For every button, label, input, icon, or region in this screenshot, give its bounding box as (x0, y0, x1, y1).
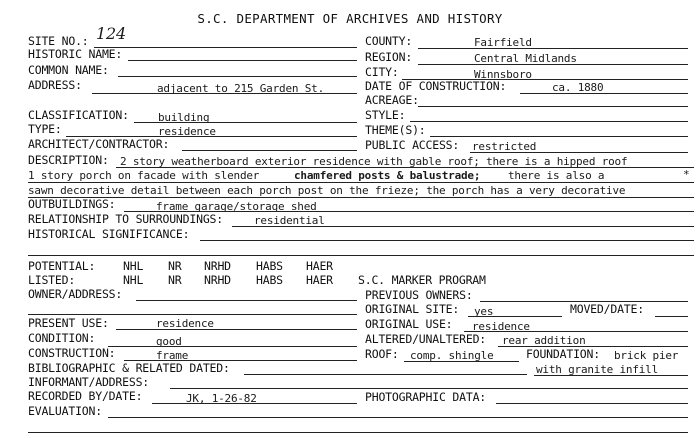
county-line (418, 48, 688, 49)
classification-label: CLASSIFICATION: (28, 108, 129, 122)
recorded-by-line (152, 403, 357, 404)
type-value: residence (158, 125, 216, 138)
historic-name-line (128, 60, 357, 61)
condition-label: CONDITION: (28, 331, 96, 345)
county-label: COUNTY: (365, 34, 413, 48)
moved-date-label: MOVED/DATE: (570, 302, 644, 316)
previous-owners-label: PREVIOUS OWNERS: (365, 288, 473, 302)
foundation-value-2: with granite infill (536, 363, 659, 376)
common-name-label: COMMON NAME: (28, 63, 109, 77)
date-of-construction-value: ca. 1880 (552, 81, 604, 94)
acreage-label: ACREAGE: (365, 93, 419, 107)
bibliographic-line (244, 374, 527, 375)
themes-label: THEME(S): (365, 123, 426, 137)
style-label: STYLE: (365, 108, 406, 122)
architect-line (182, 150, 357, 151)
recorded-by-value: JK, 1-26-82 (186, 392, 257, 405)
evaluation-line (108, 417, 688, 418)
historical-significance-label: HISTORICAL SIGNIFICANCE: (28, 227, 190, 241)
county-value: Fairfield (474, 36, 532, 49)
region-line (418, 64, 688, 65)
common-name-line (118, 76, 357, 77)
outbuildings-value: frame garage/storage shed (156, 200, 317, 213)
potential-label: POTENTIAL: (28, 259, 96, 273)
description-line-2d: * (683, 168, 690, 181)
historic-name-label: HISTORIC NAME: (28, 47, 123, 61)
photographic-data-label: PHOTOGRAPHIC DATA: (365, 390, 487, 404)
condition-value: good (156, 335, 182, 348)
relationship-value: residential (254, 214, 325, 227)
listed-habs: HABS (256, 273, 283, 287)
construction-value: frame (156, 349, 189, 362)
site-no-value: 124 (96, 24, 126, 43)
address-value: adjacent to 215 Garden St. (157, 82, 324, 95)
condition-line (108, 346, 357, 347)
region-value: Central Midlands (474, 52, 577, 65)
roof-value: comp. shingle (410, 349, 494, 362)
foundation-line-2 (534, 375, 688, 376)
address-line (92, 93, 357, 94)
bibliographic-label: BIBLIOGRAPHIC & RELATED DATED: (28, 361, 230, 375)
listed-haer: HAER (306, 273, 333, 287)
photographic-data-line (496, 403, 688, 404)
acreage-line (418, 106, 688, 107)
classification-value: building (158, 111, 210, 124)
listed-nr: NR (168, 273, 182, 287)
address-label: ADDRESS: (28, 78, 82, 92)
recorded-by-label: RECORDED BY/DATE: (28, 389, 143, 403)
present-use-value: residence (156, 317, 214, 330)
date-of-construction-label: DATE OF CONSTRUCTION: (365, 79, 507, 93)
original-site-label: ORIGINAL SITE: (365, 302, 460, 316)
present-use-line (116, 329, 357, 330)
historical-significance-line (200, 240, 694, 241)
informant-label: INFORMANT/ADDRESS: (28, 375, 150, 389)
description-line-2a: 1 story porch on facade with slender (28, 169, 260, 182)
city-value: Winnsboro (474, 68, 532, 81)
original-site-line (468, 316, 562, 317)
potential-haer: HAER (306, 259, 333, 273)
altered-value: rear addition (502, 334, 586, 347)
city-label: CITY: (365, 65, 399, 79)
listed-label: LISTED: (28, 273, 76, 287)
evaluation-line-2 (28, 432, 688, 433)
original-use-line (464, 331, 688, 332)
original-use-value: residence (472, 320, 530, 333)
relationship-line (232, 226, 694, 227)
potential-nr: NR (168, 259, 182, 273)
site-no-line (94, 47, 357, 48)
original-use-label: ORIGINAL USE: (365, 317, 453, 331)
construction-label: CONSTRUCTION: (28, 346, 116, 360)
date-of-construction-line (520, 93, 688, 94)
relationship-label: RELATIONSHIP TO SURROUNDINGS: (28, 212, 223, 226)
public-access-line (470, 152, 688, 153)
original-site-value: yes (474, 305, 494, 318)
description-line-2c: there is also a (508, 169, 605, 182)
informant-line (170, 388, 688, 389)
description-line-1: 2 story weatherboard exterior residence with gable roof; there is a hipped roof (120, 155, 628, 168)
listed-nhl: NHL (123, 273, 144, 287)
outbuildings-label: OUTBUILDINGS: (28, 197, 116, 211)
roof-line (404, 361, 519, 362)
owner-address-line-2 (28, 314, 357, 315)
listed-nrhd: NRHD (204, 273, 231, 287)
description-underline-2 (28, 182, 694, 183)
type-label: TYPE: (28, 122, 62, 136)
description-label: DESCRIPTION: (28, 153, 109, 167)
potential-nrhd: NRHD (204, 259, 231, 273)
classification-line (134, 122, 357, 123)
public-access-value: restricted (472, 140, 537, 153)
architect-label: ARCHITECT/CONTRACTOR: (28, 137, 170, 151)
description-line-2b: chamfered posts & balustrade; (294, 169, 481, 182)
public-access-label: PUBLIC ACCESS: (365, 138, 460, 152)
site-no-label: SITE NO.: (28, 34, 89, 48)
altered-label: ALTERED/UNALTERED: (365, 332, 487, 346)
description-underline-3 (28, 197, 694, 198)
foundation-label: FOUNDATION: (526, 347, 600, 361)
evaluation-label: EVALUATION: (28, 404, 102, 418)
potential-habs: HABS (256, 259, 283, 273)
themes-line (430, 136, 688, 137)
marker-program-label: S.C. MARKER PROGRAM (358, 273, 486, 287)
owner-address-line (136, 300, 357, 301)
region-label: REGION: (365, 50, 413, 64)
moved-date-line (655, 316, 688, 317)
foundation-value-1: brick pier (614, 349, 679, 362)
owner-address-label: OWNER/ADDRESS: (28, 287, 123, 301)
historical-significance-line-2 (28, 255, 694, 256)
description-underline-1 (116, 167, 694, 168)
roof-label: ROOF: (365, 347, 399, 361)
potential-nhl: NHL (123, 259, 144, 273)
style-line (410, 121, 688, 122)
description-line-3: sawn decorative detail between each porch post on the frieze; the porch has a very decorative (28, 184, 626, 197)
page-title: S.C. DEPARTMENT OF ARCHIVES AND HISTORY (197, 11, 503, 26)
present-use-label: PRESENT USE: (28, 316, 109, 330)
